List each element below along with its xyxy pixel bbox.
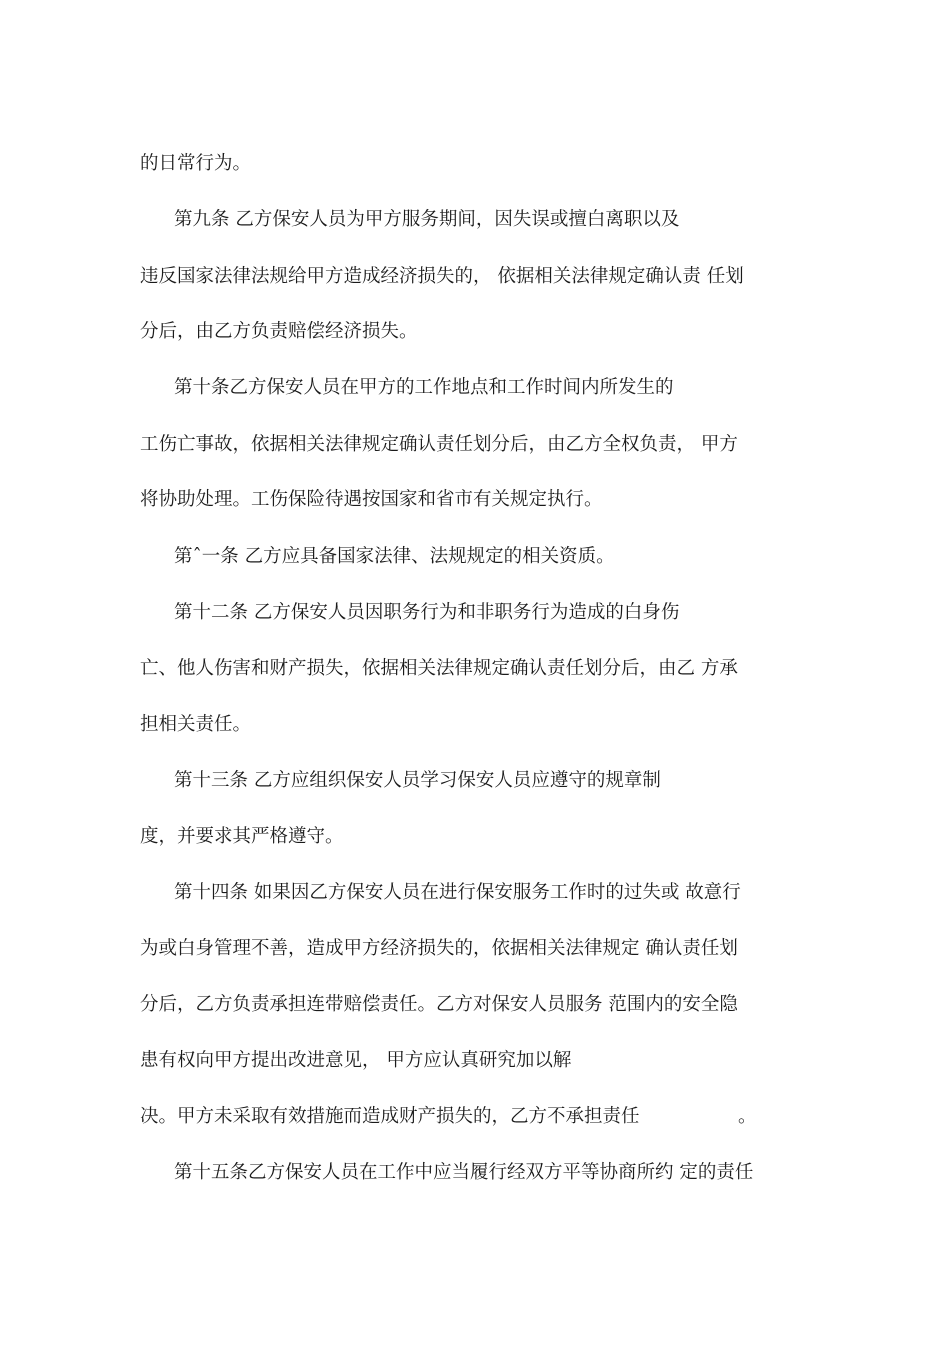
text-line: 将协助处理。工伤保险待遇按国家和省市有关规定执行。 [140,489,603,510]
text-line: 工伤亡事故，依据相关法律规定确认责任划分后，由乙方全权负责， 甲方 [140,434,738,455]
text-line: 亡、他人伤害和财产损失，依据相关法律规定确认责任划分后，由乙 方承 [140,658,738,679]
text-line: 分后，由乙方负责赔偿经济损失。 [140,321,418,342]
text-line: 第十四条 如果因乙方保安人员在进行保安服务工作时的过失或 故意行 [174,882,741,903]
text-line: 第ˆ一条 乙方应具备国家法律、法规规定的相关资质。 [174,546,615,567]
text-line: 。 [738,1106,757,1127]
text-line: 第十三条 乙方应组织保安人员学习保安人员应遵守的规章制 [174,770,661,791]
text-line: 第十五条乙方保安人员在工作中应当履行经双方平等协商所约 定的责任 [174,1162,754,1183]
text-line: 违反国家法律法规给甲方造成经济损失的， 依据相关法律规定确认责 任划 [140,266,744,287]
text-line: 度，并要求其严格遵守。 [140,826,344,847]
text-line: 决。甲方未采取有效措施而造成财产损失的，乙方不承担责任 [140,1106,640,1127]
text-line: 为或白身管理不善，造成甲方经济损失的，依据相关法律规定 确认责任划 [140,938,738,959]
text-line: 的日常行为。 [140,153,252,174]
text-line: 第十条乙方保安人员在甲方的工作地点和工作时间内所发生的 [174,377,674,398]
text-line: 第十二条 乙方保安人员因职务行为和非职务行为造成的白身伤 [174,602,680,623]
text-line: 第九条 乙方保安人员为甲方服务期间，因失误或擅白离职以及 [174,209,680,230]
text-line: 分后，乙方负责承担连带赔偿责任。乙方对保安人员服务 范围内的安全隐 [140,994,738,1015]
text-line: 患有权向甲方提出改进意见， 甲方应认真研究加以解 [140,1050,572,1071]
text-line: 担相关责任。 [140,714,252,735]
